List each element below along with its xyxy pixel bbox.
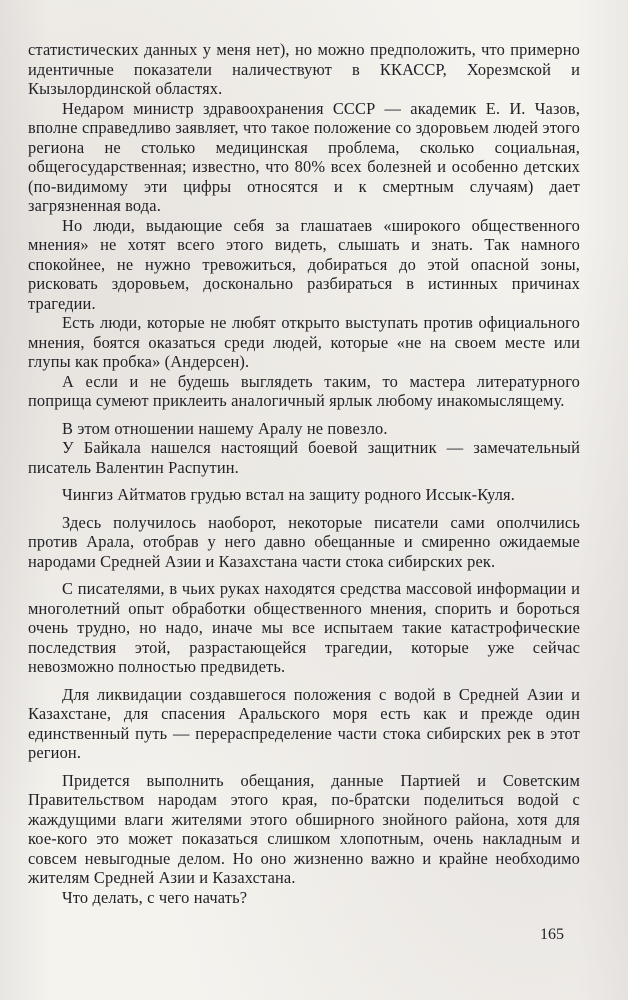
paragraph: Что делать, с чего начать? (62, 887, 248, 907)
paragraph: статистических данных у меня нет), но можно предположить, что примерно идентичные показатели наличествуют в ККАССР, Хорезмской и Кызылординской областях. (28, 40, 580, 98)
paragraph: В этом отношении нашему Аралу не повезло. (62, 418, 388, 438)
paragraph: Недаром министр здравоохранения СССР — академик Е. И. Чазов, вполне справедливо заявляет, что такое положение со здоровьем людей этого региона не столько медицинская проблема, сколько социальная, общегосударственная; известно, что 80% всех болезней и особенно детских (по-видимому эти цифры относятся и к смертным случаям) дает загрязненная вода. (28, 98, 580, 215)
paragraph: Для ликвидации создавшегося положения с водой в Средней Азии и Казахстане, для спасения Аральского моря есть как и прежде один единственный путь — перераспределение части стока сибирских рек в этот регион. (28, 684, 580, 762)
paragraph: А если и не будешь выглядеть таким, то мастера литературного поприща сумеют приклеить аналогичный ярлык любому инакомыслящему. (28, 371, 580, 410)
page-number: 165 (540, 926, 564, 943)
paragraph: Есть люди, которые не любят открыто выступать против официального мнения, боятся оказаться среди людей, которые «не на своем месте или глупы как пробка» (Андерсен). (28, 313, 580, 371)
paragraph: Чингиз Айтматов грудью встал на защиту родного Иссык-Куля. (62, 485, 515, 504)
paragraph: Придется выполнить обещания, данные Партией и Советским Правительством народам этого края, по-братски поделиться водой с жаждущими влаги жителями этого обширного знойного района, хотя для кое-кого это может показаться слишком хлопотным, очень накладным и совсем невыгодные делом. Но оно жизненно важно и крайне необходимо жителям Средней Азии и Казахстана. (28, 770, 580, 887)
page-body-text (28, 40, 580, 907)
paragraph: У Байкала нашелся настоящий боевой защитник — замечательный писатель Валентин Распутин. (28, 438, 580, 477)
paragraph: Но люди, выдающие себя за глашатаев «широкого общественного мнения» не хотят всего этого видеть, слышать и знать. Так намного спокойнее, не нужно тревожиться, добираться до этой опасной зоны, рисковать здоровьем, досконально разбираться в истинных причинах трагедии. (28, 215, 580, 313)
paragraph: Здесь получилось наоборот, некоторые писатели сами ополчились против Арала, отобрав у него давно обещанные и смиренно ожидаемые народами Средней Азии и Казахстана части стока сибирских рек. (28, 512, 580, 571)
paragraph: С писателями, в чьих руках находятся средства массовой информации и многолетний опыт обработки общественного мнения, спорить и бороться очень трудно, но надо, иначе мы все испытаем такие катастрофические последствия этой, разрастающейся трагедии, которые уже сейчас невозможно полностью предвидеть. (28, 579, 580, 676)
